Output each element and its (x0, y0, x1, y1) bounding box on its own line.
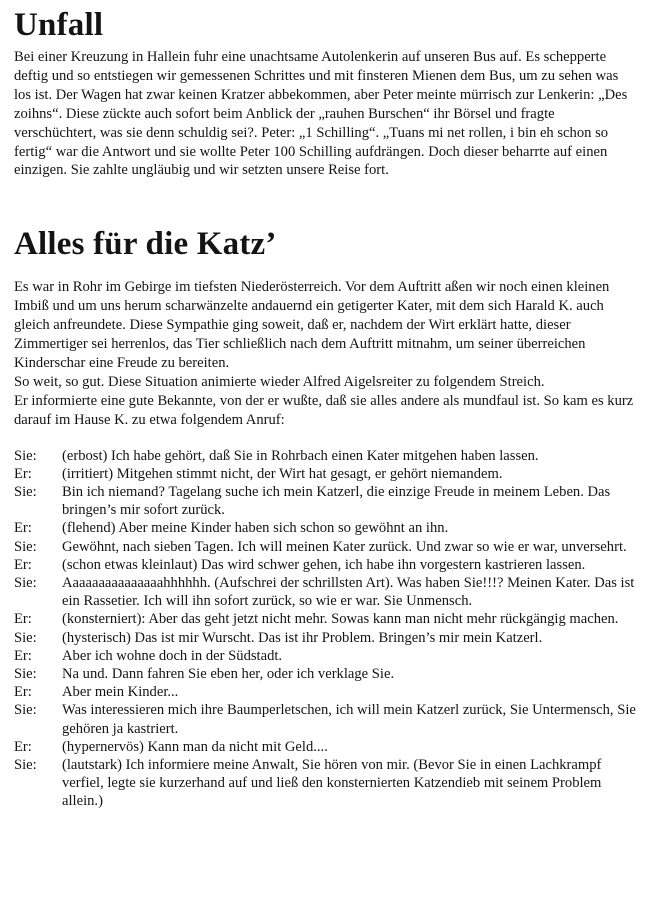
dialog-line (14, 538, 638, 556)
dialog-speaker: Sie: (14, 629, 37, 646)
dialog-text: Aber ich wohne doch in der Südstadt. (62, 647, 283, 664)
dialog-speaker: Er: (14, 684, 32, 701)
dialog-line (14, 556, 638, 574)
dialog-text: (schon etwas kleinlaut) Das wird schwer gehen, ich habe ihn vorgestern kastrieren lassen. (62, 556, 586, 573)
dialog-line (14, 756, 638, 811)
dialog-speaker: Er: (14, 647, 32, 664)
section-note-1: So weit, so gut. Diese Situation animierte wieder Alfred Aigelsreiter zu folgendem Streich. (14, 373, 545, 390)
dialog-line (14, 665, 638, 683)
dialog-line (14, 447, 638, 465)
dialog-text: (konsterniert): Aber das geht jetzt nicht mehr. Sowas kann man nicht mehr rückgängig machen. (62, 611, 619, 628)
dialog-speaker: Er: (14, 611, 32, 628)
dialog-speaker: Sie: (14, 538, 37, 555)
dialog-speaker: Sie: (14, 666, 37, 683)
dialog-text: (erbost) Ich habe gehört, daß Sie in Rohrbach einen Kater mitgehen haben lassen. (62, 447, 539, 464)
dialog-speaker: Sie: (14, 484, 37, 500)
dialog-line (14, 610, 638, 628)
dialog-text: Bin ich niemand? Tagelang suche ich mein Katzerl, die einzige Freude in meinem Leben. Das bringen’s mir sofort zurück. (62, 484, 611, 519)
dialog-text: (hysterisch) Das ist mir Wurscht. Das ist ihr Problem. Bringen’s mir mein Katzerl. (62, 629, 543, 646)
dialog-line (14, 483, 638, 519)
dialog-text: Was interessieren mich ihre Baumperletschen, ich will mein Katzerl zurück, Sie Untermensch, Sie gehören ja kastriert. (62, 702, 636, 737)
dialog-speaker: Sie: (14, 447, 37, 464)
dialog-line (14, 738, 638, 756)
dialog-text: Gewöhnt, nach sieben Tagen. Ich will meinen Kater zurück. Und zwar so wie er war, unversehrt. (62, 538, 627, 555)
dialog-line (14, 629, 638, 647)
dialog-line (14, 465, 638, 483)
dialog-line (14, 519, 638, 537)
dialog-speaker: Sie: (14, 575, 37, 592)
section-title-unfall: Unfall (14, 7, 104, 43)
dialog-text: Aaaaaaaaaaaaaaahhhhhh. (Aufschrei der schrillsten Art). Was haben Sie!!!? Meinen Kater. Das ist ein Rassetier. Ich will ihn sofort zurück, so wie er war. Sie Unmensch. (62, 575, 635, 610)
dialog-text: Aber mein Kinder... (62, 684, 179, 701)
dialog-speaker: Er: (14, 465, 32, 482)
section-note-2: Er informierte eine gute Bekannte, von der er wußte, daß sie alles andere als mundfaul ist. So kam es kurz darauf im Hause K. zu etwa folgendem Anruf: (14, 392, 634, 428)
dialog-text: (lautstark) Ich informiere meine Anwalt, Sie hören von mir. (Bevor Sie in einen Lachkrampf verfiel, legte sie kurzerhand auf und ließ den konsternierten Katzendieb mit seinem Problem allein.) (62, 757, 602, 810)
dialog-text: (hypernervös) Kann man da nicht mit Geld.... (62, 738, 328, 755)
dialog-line (14, 683, 638, 701)
dialog-line (14, 647, 638, 665)
section-text-katz: Es war in Rohr im Gebirge im tiefsten Niederösterreich. Vor dem Auftritt aßen wir noch einen kleinen Imbiß und um uns herum scharwänzelte andauernd ein getigerter Kater, mit dem sich Harald K. auch gleich anfreundete. Diese Sympathie ging soweit, daß er, nachdem der Wirt erklärt hatte, dieser Zimmertiger sei herrenlos, das Tier schließlich nach dem Auftritt mitnahm, um seiner überreichen Kinderschar eine Freude zu bereiten. (14, 279, 610, 371)
section-title-katz: Alles für die Katz’ (14, 226, 277, 263)
dialog-text: (irritiert) Mitgehen stimmt nicht, der Wirt hat gesagt, er gehört niemandem. (62, 465, 503, 482)
dialog-speaker: Sie: (14, 702, 37, 719)
dialog-speaker: Er: (14, 520, 32, 537)
section-text-unfall: Bei einer Kreuzung in Hallein fuhr eine unachtsame Autolenkerin auf unseren Bus auf. Es schepperte deftig und so entstiegen wir gemessenen Schrittes und mit finsteren Mienen dem Bus, um zu sehen was los ist. Der Wagen hat zwar keinen Kratzer abbekommen, aber Peter meinte mürrisch zur Lenkerin: „Des zoihns“. Diese zückte auch sofort beim Anblick der „rauhen Burschen“ ihr Börsel und fragte verschüchtert, was sie denn schuldig sei?. Peter: „1 Schilling“. „Tuans mi net rollen, i bin eh schon so fertig“ war die Antwort und sie wollte Peter 100 Schilling aufdrängen. Doch dieser beharrte auf einen einzigen. Sie zahlte ungläubig und wir setzten unsere Reise fort. (14, 49, 628, 179)
document-page (14, 6, 638, 811)
dialog-text: (flehend) Aber meine Kinder haben sich schon so gewöhnt an ihn. (62, 520, 449, 537)
dialog-line (14, 574, 638, 610)
dialog-text: Na und. Dann fahren Sie eben her, oder ich verklage Sie. (62, 666, 395, 683)
dialog-speaker: Sie: (14, 757, 37, 774)
dialog-speaker: Er: (14, 556, 32, 573)
phone-dialog (14, 447, 638, 811)
dialog-line (14, 701, 638, 737)
dialog-speaker: Er: (14, 738, 32, 755)
